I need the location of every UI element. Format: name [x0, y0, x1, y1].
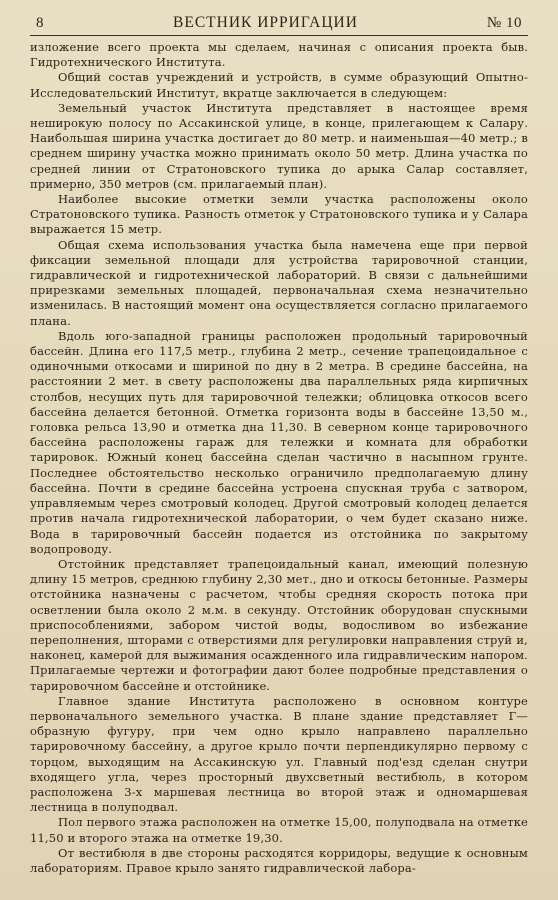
paragraph: изложение всего проекта мы сделаем, начиная с описания проекта быв. Гидротехнического Института. [30, 40, 528, 70]
paragraph: Общий состав учреждений и устройств, в сумме образующий Опытно-Исследовательский Институт, вкратце заключается в следующем: [30, 70, 528, 100]
paragraph: Отстойник представляет трапецоидальный канал, имеющий полезную длину 15 метров, среднюю глубину 2,30 мет., дно и откосы бетонные. Размеры отстойника назначены с расчетом, чтобы средняя скорость потока при осветлении была около 2 м.м. в секунду. Отстойник оборудован спускными приспособлениями, забором чистой воды, водосливом во избежание переполнения, шторами с отверстиями для регулировки направления струй и, наконец, камерой для выжимания осажденного ила гидравлическим напором. Прилагаемые чертежи и фотографии дают более подробные представления о тарировочном бассейне и отстойнике. [30, 556, 528, 693]
paragraph: От вестибюля в две стороны расходятся корридоры, ведущие к основным лабораториям. Правое крыло занято гидравлической лабора- [30, 845, 528, 875]
page-number: 8 [36, 15, 44, 31]
paragraph: Главное здание Института расположено в основном контуре первоначального земельного участка. В плане здание представляет Г—образную фугуру, при чем одно крыло направлено параллельно тарировочному бассейну, а другое крыло почти перпендикулярно первому с торцом, выходящим на Ассакинскую ул. Главный под'езд сделан снутри входящего угла, через просторный двухсветный вестибюль, в котором расположена 3-х маршевая лестница во второй этаж и одномаршевая лестница в полуподвал. [30, 693, 528, 815]
paragraph: Общая схема использования участка была намечена еще при первой фиксации земельной площади для устройства тарировочной станции, гидравлической и гидротехнической лабораторий. В связи с дальнейшими прирезками земельных площадей, первоначальная схема незначительно изменилась. В настоящий момент она осуществляется согласно прилагаемого плана. [30, 237, 528, 328]
journal-title: ВЕСТНИК ИРРИГАЦИИ [173, 14, 358, 31]
paragraph: Наиболее высокие отметки земли участка расположены около Стратоновского тупика. Разность отметок у Стратоновского тупика и у Салара выражается 15 метр. [30, 192, 528, 237]
issue-number: № 10 [486, 15, 522, 31]
paragraph: Пол первого этажа расположен на отметке 15,00, полуподвала на отметке 11,50 и второго этажа на отметке 19,30. [30, 815, 528, 845]
page-header [30, 14, 528, 35]
paragraph: Земельный участок Института представляет в настоящее время неширокую полосу по Ассакинской улице, в конце, прилегающем к Салару. Наибольшая ширина участка достигает до 80 метр. и наименьшая—40 метр.; в среднем ширину участка можно принимать около 50 метр. Длина участка по средней линии от Стратоновского тупика до арыка Салар составляет, примерно, 350 метров (см. прилагаемый план). [30, 100, 528, 191]
header-rule [30, 35, 528, 36]
paragraph: Вдоль юго-западной границы расположен продольный тарировочный бассейн. Длина его 117,5 метр., глубина 2 метр., сечение трапецоидальное с одиночными откосами и шириной по дну в 2 метра. В средине бассейна, на расстоянии 2 мет. в свету расположены два параллельных ряда кирпичных столбов, несущих путь для тарировочной тележки; облицовка откосов всего бассейна делается бетонной. Отметка горизонта воды в бассейне 13,50 м., головка рельса 13,90 и отметка дна 11,30. В северном конце тарировочного бассейна расположены гараж для тележки и комната для обработки тарировок. Южный конец бассейна сделан частично в насыпном грунте. Последнее обстоятельство несколько ограничило предполагаемую длину бассейна. Почти в средине бассейна устроена спускная труба с затвором, управляемым через смотровый колодец. Другой смотровый колодец делается против начала гидротехнической лаборатории, о чем будет сказано ниже. Вода в тарировочный бассейн подается из отстойника по закрытому водопроводу. [30, 328, 528, 556]
article-body [30, 40, 528, 876]
